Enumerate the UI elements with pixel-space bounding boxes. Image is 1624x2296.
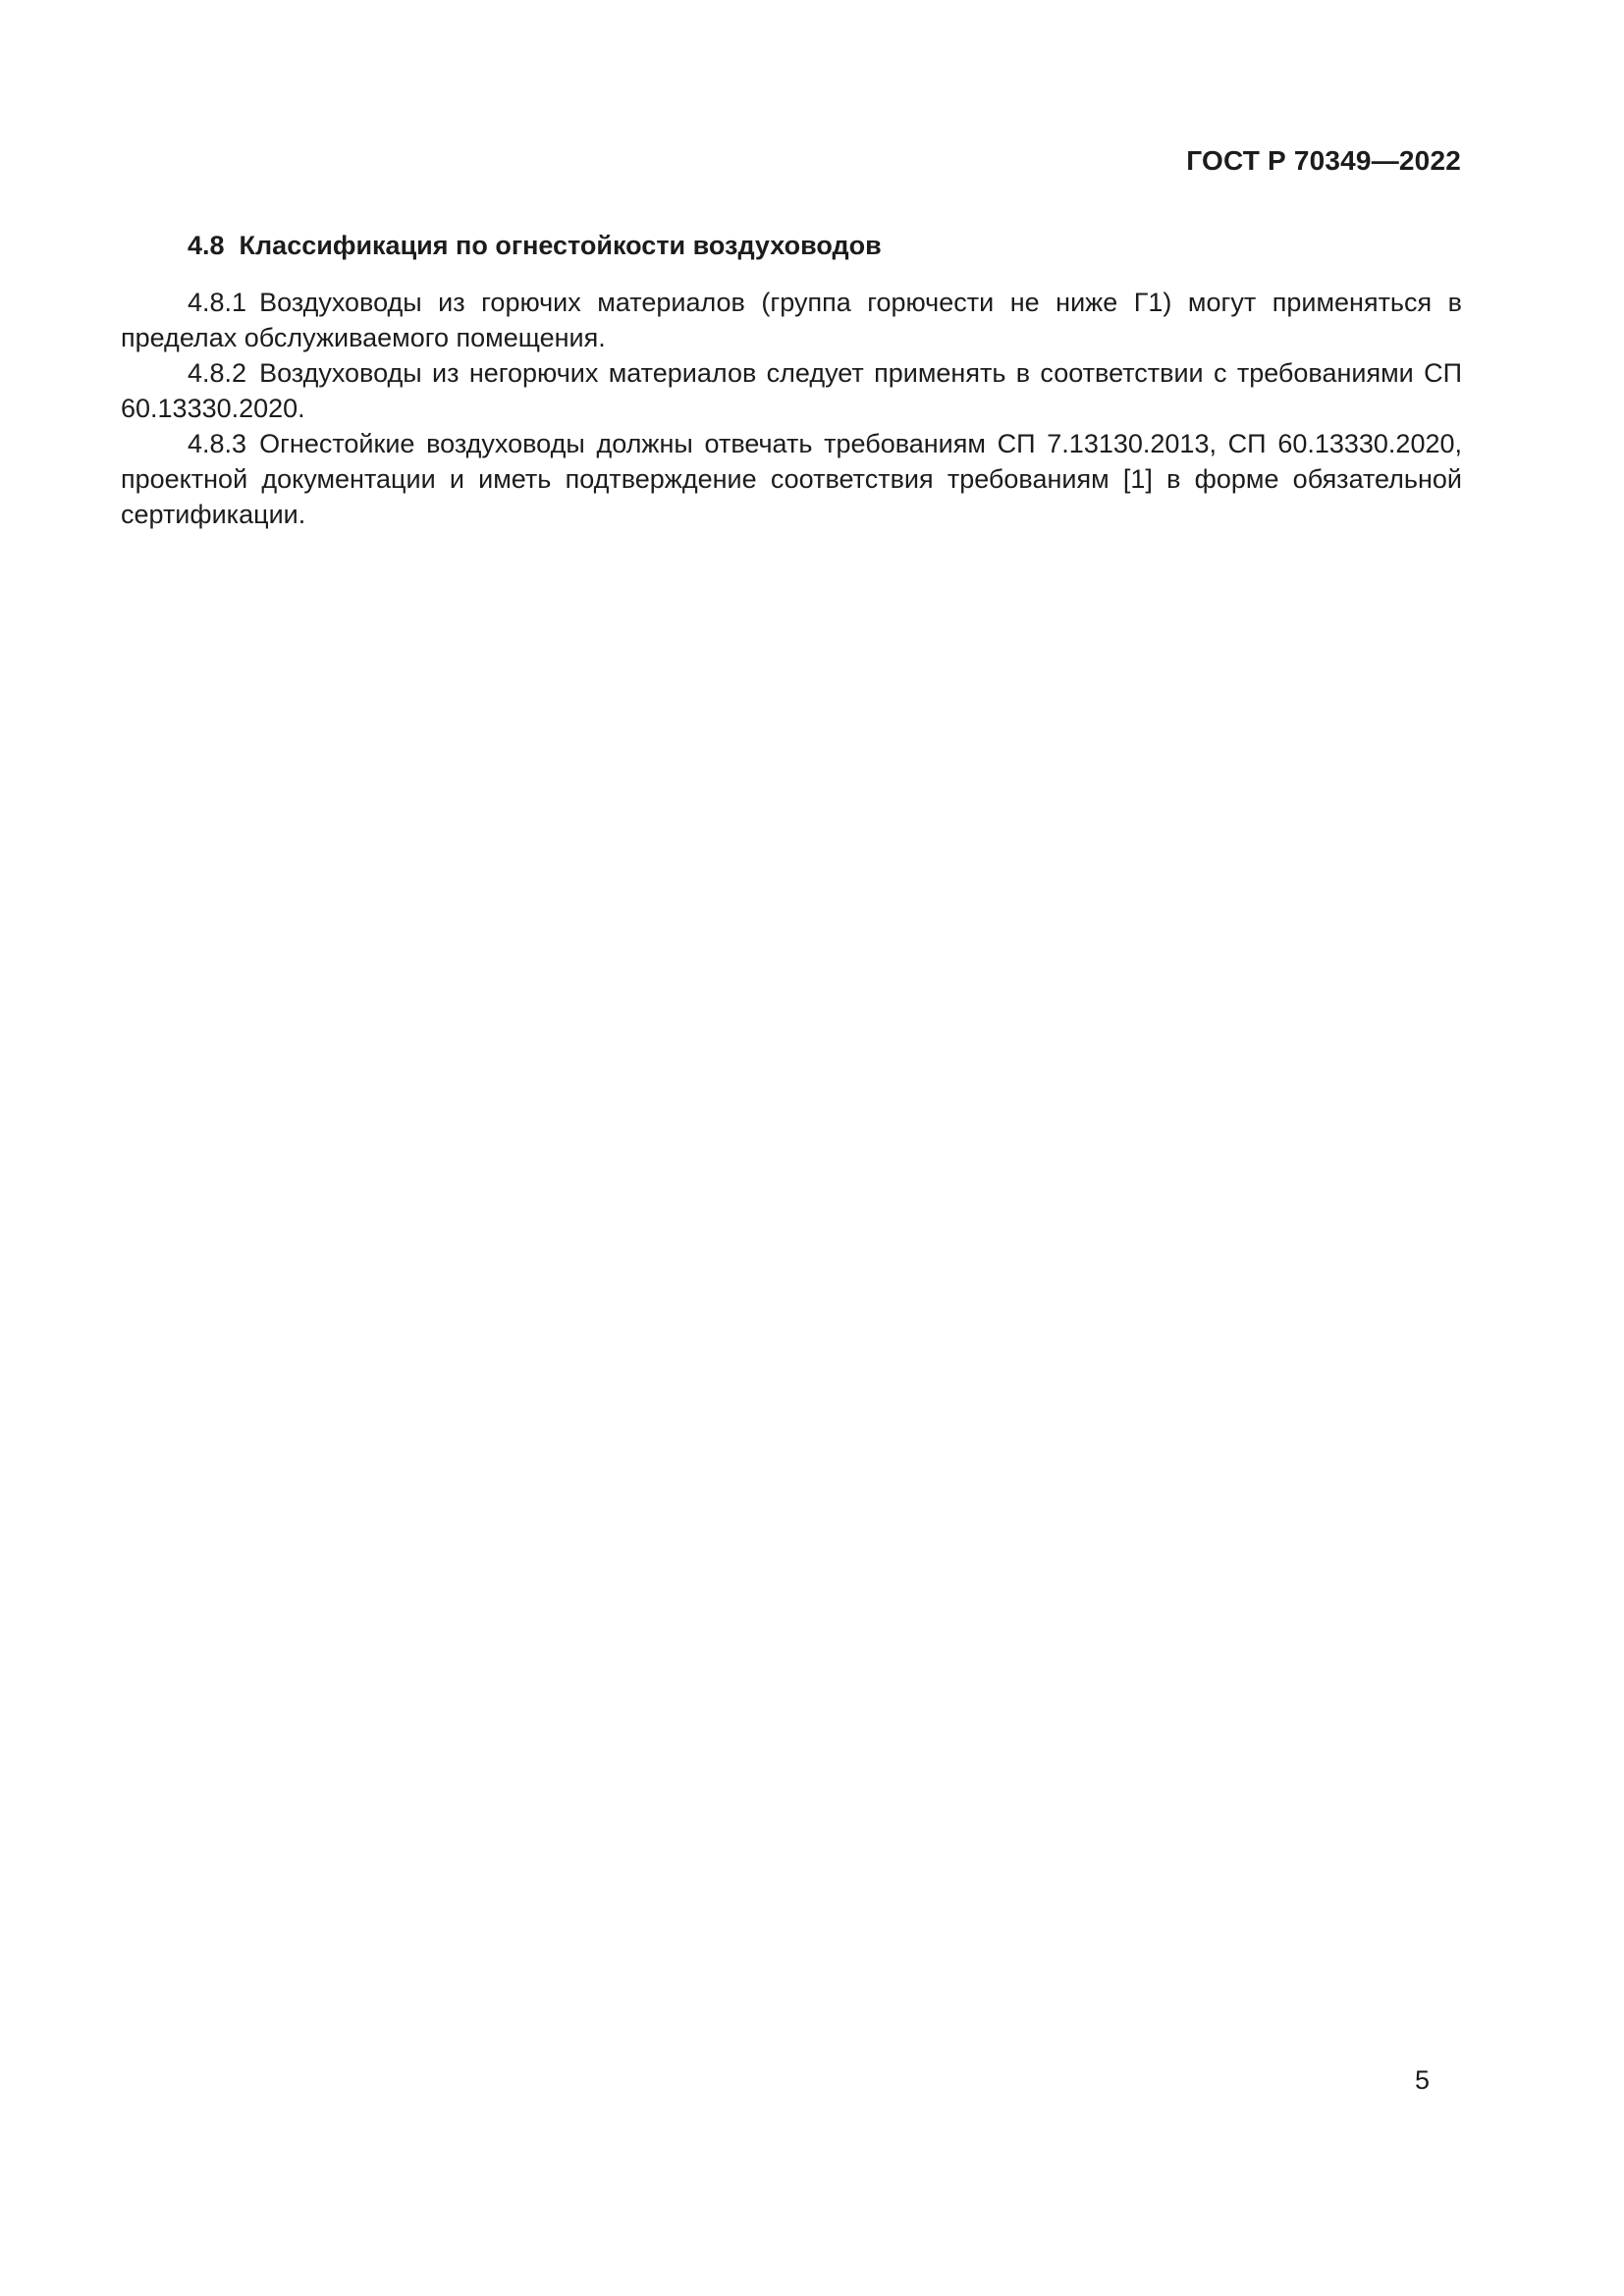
page-content <box>121 228 1462 532</box>
paragraph-4-8-3 <box>121 426 1462 532</box>
paragraph-text: Воздуховоды из негорючих материалов следует применять в соответствии с требованиями СП 60.13330.2020. <box>121 358 1462 423</box>
page-number: 5 <box>1414 2065 1430 2095</box>
section-title: Классификация по огнестойкости воздуховодов <box>239 231 882 260</box>
paragraph-number: 4.8.3 <box>188 429 247 458</box>
document-code-header <box>1186 145 1461 177</box>
paragraph-4-8-2 <box>121 355 1462 426</box>
paragraph-text: Огнестойкие воздуховоды должны отвечать требованиям СП 7.13130.2013, СП 60.13330.2020, проектной документации и иметь подтверждение соответствия требованиям [1] в форме обязательной сертификации. <box>121 429 1462 529</box>
paragraph-text: Воздуховоды из горючих материалов (группа горючести не ниже Г1) могут применяться в пределах обслуживаемого помещения. <box>121 288 1462 352</box>
document-code: ГОСТ Р 70349—2022 <box>1186 145 1461 176</box>
section-number: 4.8 <box>188 231 225 260</box>
section-heading <box>121 228 1462 263</box>
paragraph-number: 4.8.2 <box>188 358 247 388</box>
paragraph-4-8-1 <box>121 285 1462 355</box>
paragraph-number: 4.8.1 <box>188 288 247 317</box>
